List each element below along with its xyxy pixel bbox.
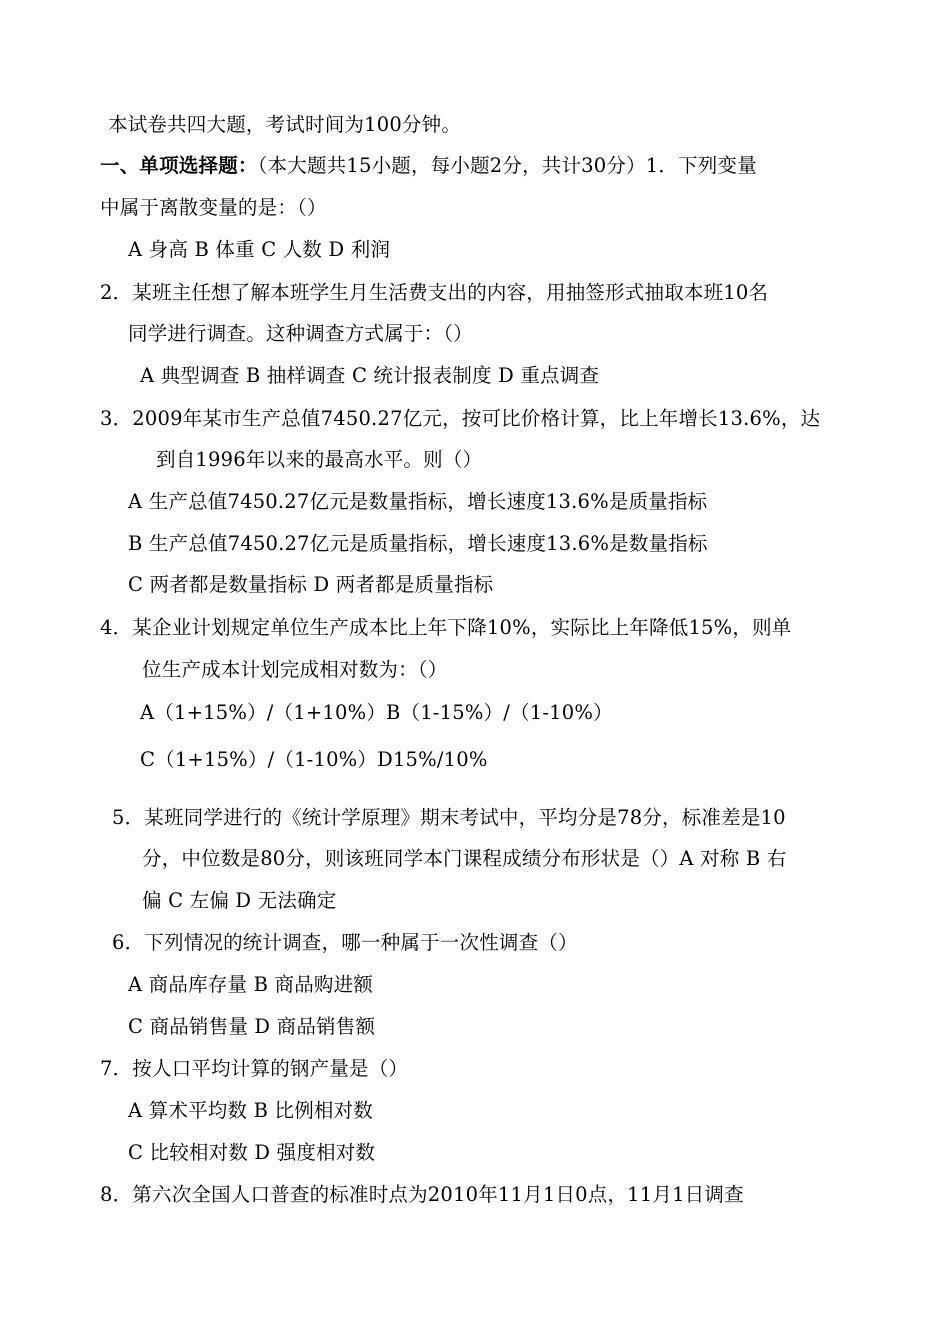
q1-options: A 身高 B 体重 C 人数 D 利润 <box>128 238 391 261</box>
q2-stem-line2: 同学进行调查。这种调查方式属于：（） <box>128 322 473 345</box>
q7-option-cd: C 比较相对数 D 强度相对数 <box>128 1141 376 1164</box>
section1-header-line <box>100 153 757 179</box>
q3-stem-line1: 3．2009年某市生产总值7450.27亿元，按可比价格计算，比上年增长13.6%，达 <box>100 407 821 430</box>
q1-stem: 中属于离散变量的是：（） <box>100 196 327 219</box>
q3-option-cd: C 两者都是数量指标 D 两者都是质量指标 <box>128 573 494 596</box>
exam-intro: 本试卷共四大题，考试时间为100分钟。 <box>108 113 462 136</box>
q4-option-cd: C（1+15%）/（1-10%）D15%/10% <box>140 748 488 771</box>
q2-options: A 典型调查 B 抽样调查 C 统计报表制度 D 重点调查 <box>140 364 600 387</box>
section1-heading: 一、单项选择题： <box>100 154 258 177</box>
section1-instructions: （本大题共15小题，每小题2分，共计30分）1．下列变量 <box>257 154 757 177</box>
q4-stem-line2: 位生产成本计划完成相对数为：（） <box>142 658 448 681</box>
q5-stem-line2: 分，中位数是80分，则该班同学本门课程成绩分布形状是（）A 对称 B 右 <box>142 847 787 870</box>
q5-stem-line3: 偏 C 左偏 D 无法确定 <box>142 889 337 912</box>
q6-option-cd: C 商品销售量 D 商品销售额 <box>128 1015 376 1038</box>
q3-stem-line2: 到自1996年以来的最高水平。则（） <box>156 448 483 471</box>
q3-option-a: A 生产总值7450.27亿元是数量指标，增长速度13.6%是质量指标 <box>128 490 708 513</box>
q8-stem-line1: 8．第六次全国人口普查的标准时点为2010年11月1日0点，11月1日调查 <box>100 1183 744 1206</box>
q6-option-ab: A 商品库存量 B 商品购进额 <box>128 973 374 996</box>
q4-stem-line1: 4．某企业计划规定单位生产成本比上年下降10%，实际比上年降低15%，则单 <box>100 616 792 639</box>
q6-stem: 6．下列情况的统计调查，哪一种属于一次性调查（） <box>112 931 578 954</box>
q2-stem-line1: 2．某班主任想了解本班学生月生活费支出的内容，用抽签形式抽取本班10名 <box>100 281 769 304</box>
q3-option-b: B 生产总值7450.27亿元是质量指标，增长速度13.6%是数量指标 <box>128 532 708 555</box>
q4-option-ab: A（1+15%）/（1+10%）B（1-15%）/（1-10%） <box>140 701 613 724</box>
q5-stem-line1: 5．某班同学进行的《统计学原理》期末考试中，平均分是78分，标准差是10 <box>112 806 786 829</box>
q7-option-ab: A 算术平均数 B 比例相对数 <box>128 1099 374 1122</box>
q7-stem: 7．按人口平均计算的钢产量是（） <box>100 1057 409 1080</box>
